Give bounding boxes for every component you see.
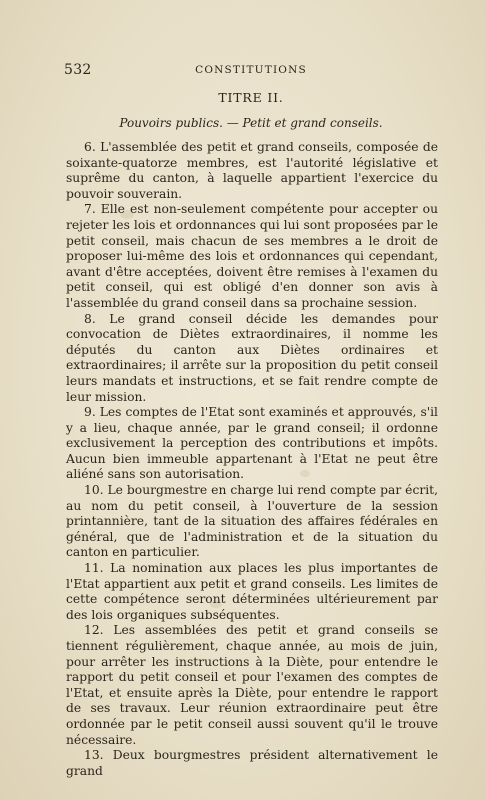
body-text [66,140,438,779]
chapter-title: TITRE II. [218,90,284,105]
article-10: 10. Le bourgmestre en charge lui rend compte par écrit, au nom du petit conseil, à l'ouverture de la session printannière, tant de la situation des affaires fédérales en général, que de l'administration et de la situation du canton en particulier. [66,483,438,560]
page-number: 532 [64,62,92,78]
article-9: 9. Les comptes de l'Etat sont examinés et approuvés, s'il y a lieu, chaque année, par le grand conseil; il ordonne exclusivement la perception des contributions et impôts. Aucun bien immeuble appartenant à l'Etat ne peut être aliéné sans son autorisation. [66,405,438,482]
section-title: Pouvoirs publics. — Petit et grand conseils. [119,116,383,130]
article-11: 11. La nomination aux places les plus importantes de l'Etat appartient aux petit et grand conseils. Les limites de cette compétence seront déterminées ultérieurement par des lois organiques subséquentes. [66,561,438,622]
article-12: 12. Les assemblées des petit et grand conseils se tiennent régulièrement, chaque année, au mois de juin, pour arrêter les instructions à la Diète, pour entendre le rapport du petit conseil et pour l'examen des comptes de l'Etat, et ensuite après la Diète, pour entendre le rapport de ses travaux. Leur réunion extraordinaire peut être ordonnée par le petit conseil aussi souvent qu'il le trouve nécessaire. [66,623,438,747]
article-6: 6. L'assemblée des petit et grand conseils, composée de soixante-quatorze membres, est l'autorité législative et suprême du canton, à laquelle appartient l'exercice du pouvoir souverain. [66,140,438,201]
running-title: CONSTITUTIONS [195,64,307,76]
article-7: 7. Elle est non-seulement compétente pour accepter ou rejeter les lois et ordonnances qui lui sont proposées par le petit conseil, mais chacun de ses membres a le droit de proposer lui-même des lois et ordonnances qui cependant, avant d'être acceptées, doivent être remises à l'examen du petit conseil, qui est obligé d'en donner son avis à l'assemblée du grand conseil dans sa prochaine session. [66,202,438,310]
article-8: 8. Le grand conseil décide les demandes pour convocation de Diètes extraordinaires, il nomme les députés du canton aux Diètes ordinaires et extraordinaires; il arrête sur la proposition du petit conseil leurs mandats et instructions, et se fait rendre compte de leur mission. [66,311,438,404]
article-13: 13. Deux bourgmestres président alternativement le grand [66,748,438,778]
running-head [64,62,438,80]
